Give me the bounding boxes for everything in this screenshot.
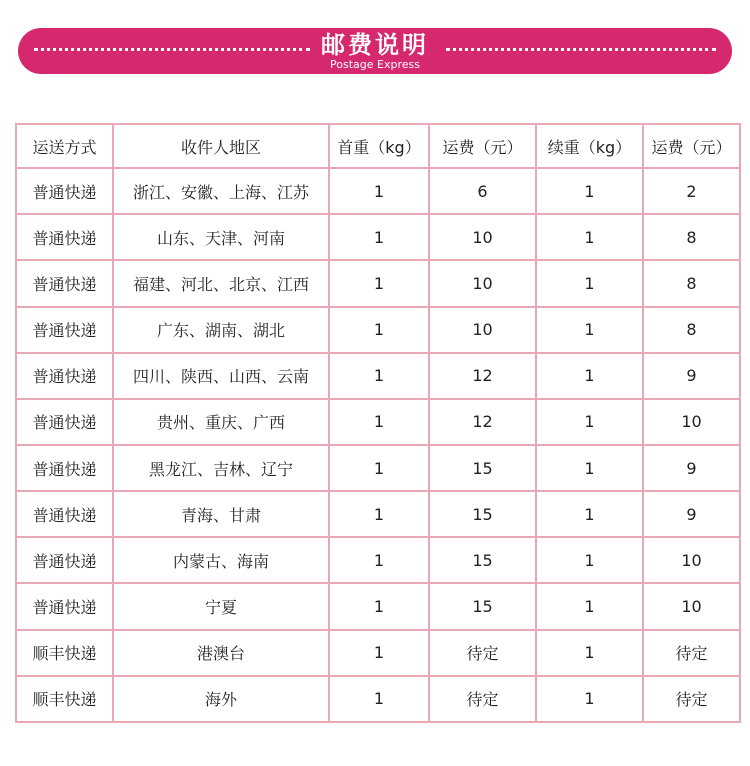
- cell-first-fee: 10: [429, 260, 536, 306]
- cell-first-weight: 1: [329, 353, 429, 399]
- cell-region: 青海、甘肃: [113, 491, 329, 537]
- cell-first-weight: 1: [329, 260, 429, 306]
- table-row: [16, 583, 740, 629]
- cell-method: 普通快递: [16, 260, 113, 306]
- cell-first-weight: 1: [329, 214, 429, 260]
- table-row: [16, 353, 740, 399]
- banner-title: 邮费说明: [321, 31, 429, 59]
- cell-extra-weight: 1: [536, 630, 643, 676]
- table-row: [16, 399, 740, 445]
- cell-first-fee: 6: [429, 168, 536, 214]
- cell-region: 海外: [113, 676, 329, 722]
- cell-first-fee: 15: [429, 445, 536, 491]
- header-first-weight: 首重（kg）: [329, 124, 429, 168]
- cell-extra-weight: 1: [536, 491, 643, 537]
- cell-method: 普通快递: [16, 399, 113, 445]
- cell-extra-fee: 9: [643, 491, 740, 537]
- cell-extra-weight: 1: [536, 260, 643, 306]
- cell-first-fee: 12: [429, 399, 536, 445]
- cell-first-fee: 15: [429, 583, 536, 629]
- cell-extra-weight: 1: [536, 583, 643, 629]
- cell-extra-weight: 1: [536, 676, 643, 722]
- cell-extra-fee: 10: [643, 537, 740, 583]
- cell-extra-weight: 1: [536, 353, 643, 399]
- cell-extra-fee: 9: [643, 445, 740, 491]
- cell-first-weight: 1: [329, 630, 429, 676]
- cell-extra-weight: 1: [536, 537, 643, 583]
- cell-extra-fee: 8: [643, 214, 740, 260]
- cell-first-fee: 10: [429, 307, 536, 353]
- cell-first-weight: 1: [329, 399, 429, 445]
- cell-first-weight: 1: [329, 445, 429, 491]
- cell-extra-fee: 10: [643, 583, 740, 629]
- cell-extra-weight: 1: [536, 168, 643, 214]
- cell-first-weight: 1: [329, 168, 429, 214]
- cell-first-weight: 1: [329, 676, 429, 722]
- table-row: [16, 630, 740, 676]
- cell-first-fee: 15: [429, 491, 536, 537]
- cell-first-fee: 12: [429, 353, 536, 399]
- cell-region: 贵州、重庆、广西: [113, 399, 329, 445]
- cell-region: 福建、河北、北京、江西: [113, 260, 329, 306]
- cell-extra-fee: 9: [643, 353, 740, 399]
- cell-extra-fee: 2: [643, 168, 740, 214]
- cell-first-fee: 15: [429, 537, 536, 583]
- cell-method: 普通快递: [16, 491, 113, 537]
- cell-method: 普通快递: [16, 214, 113, 260]
- cell-extra-fee: 待定: [643, 676, 740, 722]
- table-row: [16, 676, 740, 722]
- cell-region: 浙江、安徽、上海、江苏: [113, 168, 329, 214]
- cell-extra-weight: 1: [536, 307, 643, 353]
- table-row: [16, 214, 740, 260]
- header-first-fee: 运费（元）: [429, 124, 536, 168]
- cell-region: 四川、陕西、山西、云南: [113, 353, 329, 399]
- cell-first-weight: 1: [329, 491, 429, 537]
- cell-first-weight: 1: [329, 307, 429, 353]
- banner-subtitle: Postage Express: [330, 58, 420, 71]
- cell-region: 广东、湖南、湖北: [113, 307, 329, 353]
- cell-extra-weight: 1: [536, 214, 643, 260]
- cell-method: 普通快递: [16, 307, 113, 353]
- cell-region: 港澳台: [113, 630, 329, 676]
- cell-method: 普通快递: [16, 583, 113, 629]
- cell-first-weight: 1: [329, 537, 429, 583]
- cell-first-fee: 待定: [429, 630, 536, 676]
- cell-first-fee: 待定: [429, 676, 536, 722]
- cell-method: 普通快递: [16, 445, 113, 491]
- table-header-row: [16, 124, 740, 168]
- table-row: [16, 491, 740, 537]
- table-row: [16, 445, 740, 491]
- postage-table: [15, 123, 741, 723]
- cell-method: 普通快递: [16, 537, 113, 583]
- cell-extra-fee: 待定: [643, 630, 740, 676]
- header-extra-fee: 运费（元）: [643, 124, 740, 168]
- cell-method: 普通快递: [16, 168, 113, 214]
- cell-region: 宁夏: [113, 583, 329, 629]
- postage-banner: [18, 28, 732, 74]
- cell-extra-weight: 1: [536, 399, 643, 445]
- header-shipping-method: 运送方式: [16, 124, 113, 168]
- cell-region: 内蒙古、海南: [113, 537, 329, 583]
- cell-extra-weight: 1: [536, 445, 643, 491]
- cell-method: 普通快递: [16, 353, 113, 399]
- cell-region: 黑龙江、吉林、辽宁: [113, 445, 329, 491]
- table-row: [16, 168, 740, 214]
- cell-method: 顺丰快递: [16, 630, 113, 676]
- table-row: [16, 307, 740, 353]
- table-row: [16, 537, 740, 583]
- table-row: [16, 260, 740, 306]
- header-recipient-region: 收件人地区: [113, 124, 329, 168]
- header-extra-weight: 续重（kg）: [536, 124, 643, 168]
- cell-region: 山东、天津、河南: [113, 214, 329, 260]
- cell-extra-fee: 8: [643, 260, 740, 306]
- cell-first-weight: 1: [329, 583, 429, 629]
- cell-first-fee: 10: [429, 214, 536, 260]
- cell-method: 顺丰快递: [16, 676, 113, 722]
- cell-extra-fee: 8: [643, 307, 740, 353]
- cell-extra-fee: 10: [643, 399, 740, 445]
